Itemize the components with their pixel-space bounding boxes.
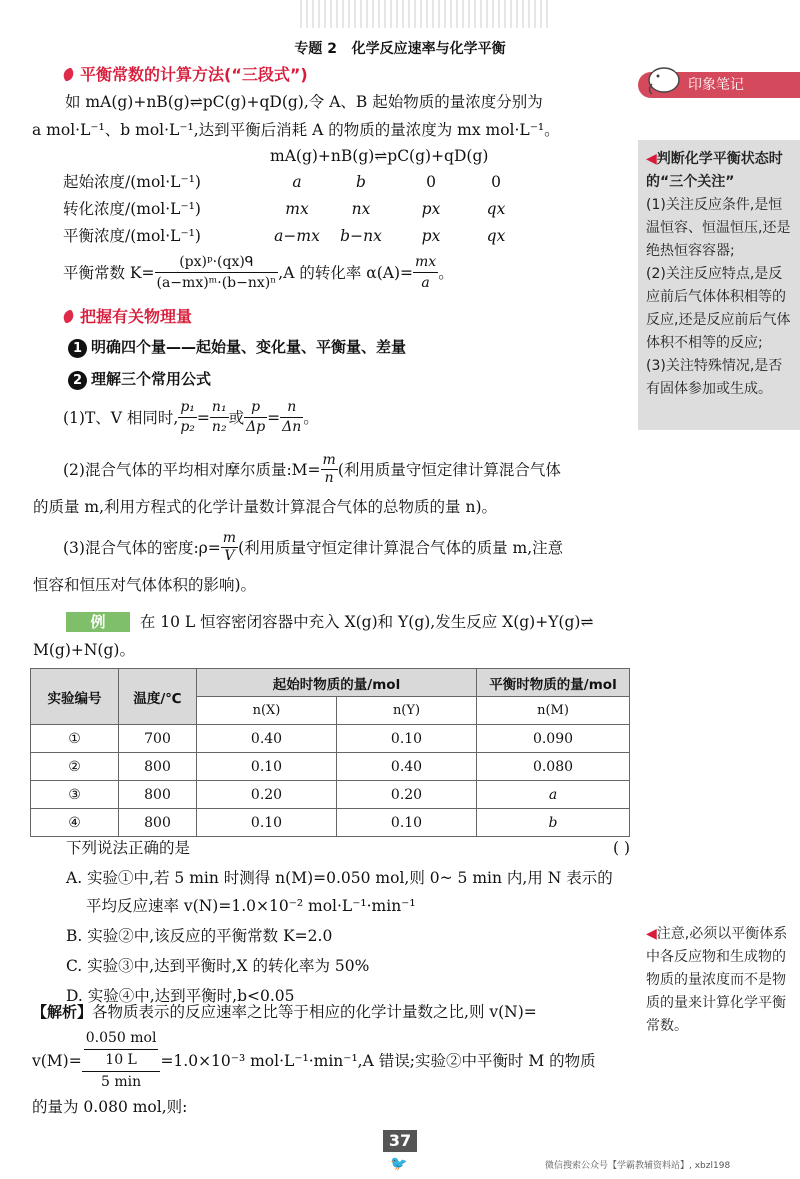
formula-1: (1)T、V 相同时, $\frac{\text{p₁}}{\text{p₂}}$ = $\frac{\text{n₁}}{\text{n₂}}$ 或 $\frac{p}{\Delta p}$ = $\frac{n}{\Delta n}$ 。 (63, 399, 319, 435)
point-2: 2 理解三个常用公式 (68, 368, 211, 390)
bird-icon: 🐦 (390, 1156, 408, 1172)
subheader-nx: n(X) (197, 697, 337, 725)
subheader-nm: n(M) (477, 697, 630, 725)
example-tag: 例 (66, 612, 130, 632)
option-a: A. 实验①中,若 5 min 时测得 n(M)=0.050 mol,则 0~ 5 min 内,用 N 表示的 平均反应速率 v(N)=1.0×10⁻² mol·L⁻¹·min⁻¹ (66, 869, 613, 915)
section-title-three-stage: 平衡常数的计算方法(“三段式”) (63, 62, 308, 85)
intro-paragraph: 如 mA(g)+nB(g)⇌pC(g)+qD(g),令 A、B 起始物质的量浓度分别为 a mol·L⁻¹、b mol·L⁻¹,达到平衡后消耗 A 的物质的量浓度为 mx mol·L⁻¹。 (32, 93, 560, 139)
example-stem: 例 在 10 L 恒容密闭容器中充入 X(g)和 Y(g),发生反应 X(g)+Y(g)⇌ M(g)+N(g)。 (33, 613, 594, 659)
footer-credit: 微信搜索公众号【学霸教辅资料站】, xbzl198 (545, 1161, 731, 1171)
stage-row: 起始浓度/(mol·L⁻¹) a b 0 0 (63, 173, 501, 191)
elephant-icon (644, 60, 684, 96)
option-c: C. 实验③中,达到平衡时,X 的转化率为 50% (66, 957, 370, 975)
header-id: 实验编号 (31, 669, 119, 725)
section-title-physical-quantities: 把握有关物理量 (63, 304, 192, 327)
note-attention: ◀注意,必须以平衡体系中各反应物和生成物的物质的量浓度而不是物质的量来计算化学平衡常数。 (638, 915, 800, 1065)
table-row: ① 700 0.40 0.10 0.090 (31, 725, 630, 753)
experiment-table (30, 668, 630, 837)
triangle-marker-icon: ◀ (646, 151, 657, 167)
option-d: D. 实验④中,达到平衡时,b<0.05 (66, 987, 295, 1005)
analysis-fraction: $\frac{\frac{\text{0.050 mol}}{10 L}}{5 \min}$ (82, 1028, 161, 1093)
formula-3: (3)混合气体的密度:ρ= $\frac{m}{V}$ (利用质量守恒定律计算混合气体的质量 m,注意 恒容和恒压对气体体积的影响)。 (33, 530, 564, 594)
k-fraction: $\frac{\text{(px)ᵖ·(qx)ᑫ}}{\text{(a−mx)ᵐ·(b−nx)ⁿ}}$ (156, 254, 277, 291)
analysis-tag: 【解析】 (32, 1003, 93, 1021)
triangle-marker-icon: ◀ (646, 926, 657, 942)
header-temp: 温度/℃ (119, 669, 197, 725)
stage-row: 转化浓度/(mol·L⁻¹) mx nx px qx (63, 200, 506, 218)
question-text: 下列说法正确的是 (66, 839, 191, 857)
chapter-label: 专题 2 (294, 41, 337, 57)
question-block (66, 834, 630, 1010)
subheader-ny: n(Y) (337, 697, 477, 725)
formula-2: (2)混合气体的平均相对摩尔质量:M= $\frac{m}{n}$ (利用质量守恒定律计算混合气体 的质量 m,利用方程式的化学计量数计算混合气体的总物质的量 n)。 (33, 452, 561, 516)
leaf-bullet-icon (61, 309, 76, 324)
page-number: 37 (383, 1130, 417, 1152)
reaction-equation: mA(g)+nB(g)⇌pC(g)+qD(g) (270, 147, 489, 165)
stage-row: 平衡浓度/(mol·L⁻¹) a−mx b−nx px qx (63, 227, 506, 245)
header-start: 起始时物质的量/mol (197, 669, 477, 697)
leaf-bullet-icon (61, 67, 76, 82)
table-row: ② 800 0.10 0.40 0.080 (31, 753, 630, 781)
note-three-concerns: ◀判断化学平衡状态时的“三个关注” (1)关注反应条件,是恒温恒容、恒温恒压,还是绝热恒容容器; (2)关注反应特点,是反应前后气体体积相等的反应,还是反应前后气体体积不相等的反应; (3)关注特殊情况,是否有固体参加或生成。 (638, 140, 800, 430)
table-row: ④ 800 0.10 0.10 b (31, 809, 630, 837)
page-header (0, 38, 800, 58)
table-row: ③ 800 0.20 0.20 a (31, 781, 630, 809)
k-formula: 平衡常数 K= $\frac{\text{(px)ᵖ·(qx)ᑫ}}{\text{(a−mx)ᵐ·(b−nx)ⁿ}}$ ,A 的转化率 α(A)= $\frac{mx}{a}$ 。 (63, 254, 454, 291)
header-eq: 平衡时物质的量/mol (477, 669, 630, 697)
sidebar-header: 印象笔记 (638, 72, 800, 98)
point-1: 1 明确四个量——起始量、变化量、平衡量、差量 (68, 336, 406, 358)
header-decoration (300, 0, 550, 28)
option-b: B. 实验②中,该反应的平衡常数 K=2.0 (66, 927, 333, 945)
chapter-title: 化学反应速率与化学平衡 (351, 41, 506, 57)
three-stage-table (63, 168, 583, 249)
answer-paren: ( ) (612, 839, 630, 857)
alpha-fraction: $\frac{mx}{a}$ (415, 254, 437, 291)
analysis-block: 【解析】各物质表示的反应速率之比等于相应的化学计量数之比,则 v(N)= v(M)= $\frac{\frac{\text{0.050 mol}}{10 L}}{5 \min}$ =1.0×10⁻³ mol·L⁻¹·min⁻¹,A 错误;实验②中平衡时 M 的物质 的量为 0.080 mol,则: (32, 1003, 596, 1116)
